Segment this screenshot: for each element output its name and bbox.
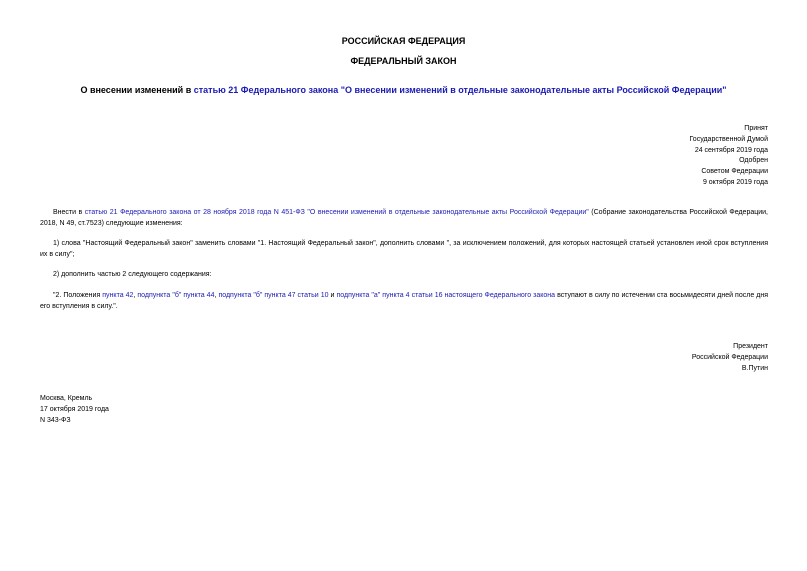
date-line: 17 октября 2019 года — [40, 405, 109, 413]
link-point-42[interactable]: пункта 42 — [102, 292, 134, 299]
adoption-line: Принят — [744, 125, 768, 132]
paragraph-intro — [40, 208, 768, 229]
intro-suffix: (Собрание законодательства Российской Федерации, 2018, N 49, ст.7523) следующие изменения: — [40, 209, 769, 227]
adoption-line: Государственной Думой — [689, 135, 768, 143]
place-line: Москва, Кремль — [40, 395, 93, 402]
law-type-heading: ФЕДЕРАЛЬНЫЙ ЗАКОН — [350, 56, 457, 66]
adoption-block — [508, 124, 768, 189]
document-title — [0, 85, 807, 96]
item-2-text: 2) дополнить частью 2 следующего содержания: — [53, 271, 212, 278]
link-subpoint-a-point-4[interactable]: подпункта "а" пункта 4 статьи 16 — [336, 292, 443, 299]
adoption-line: Одобрен — [739, 157, 768, 165]
link-this-law[interactable]: настоящего Федерального закона — [444, 292, 556, 299]
new-part-prefix: "2. Положения — [53, 292, 103, 299]
adoption-line: 24 сентября 2019 года — [694, 146, 768, 154]
signature-line: В.Путин — [741, 364, 768, 372]
title-prefix: О внесении изменений в — [80, 85, 194, 95]
intro-link[interactable]: статью 21 Федерального закона от 28 ноября 2018 года N 451-ФЗ "О внесении изменений в отдельные законодательные акты Российской Федерации" — [84, 209, 589, 216]
new-part-suffix: вступают в силу по истечении ста восьмидесяти дней после дня его вступления в силу.". — [40, 292, 768, 310]
item-1-text: 1) слова "Настоящий Федеральный закон" заменить словами "1. Настоящий Федеральный закон", дополнить словами ", за исключением положений, для которых настоящей статьей установлен иной срок вступления их в силу"; — [40, 240, 768, 258]
separator: и — [328, 292, 337, 299]
separator: , — [214, 292, 219, 299]
signature-line: Президент — [733, 343, 768, 350]
paragraph-item-1 — [40, 239, 768, 260]
federation-heading: РОССИЙСКАЯ ФЕДЕРАЦИЯ — [341, 36, 466, 46]
intro-prefix: Внести в — [53, 209, 85, 216]
signature-line: Российской Федерации — [691, 353, 768, 361]
place-date-block — [40, 394, 340, 426]
signature-block — [508, 342, 768, 374]
link-subpoint-b-point-44[interactable]: подпункта "б" пункта 44 — [137, 292, 215, 299]
separator: , — [133, 292, 138, 299]
link-subpoint-b-point-47[interactable]: подпункта "б" пункта 47 статьи 10 — [218, 292, 329, 299]
law-number-line: N 343-ФЗ — [40, 416, 71, 424]
adoption-line: 9 октября 2019 года — [702, 178, 768, 186]
title-link[interactable]: статью 21 Федерального закона "О внесении изменений в отдельные законодательные акты Российской Федерации" — [193, 85, 727, 95]
adoption-line: Советом Федерации — [701, 168, 768, 176]
paragraph-new-part — [40, 291, 768, 312]
paragraph-item-2 — [40, 270, 768, 281]
